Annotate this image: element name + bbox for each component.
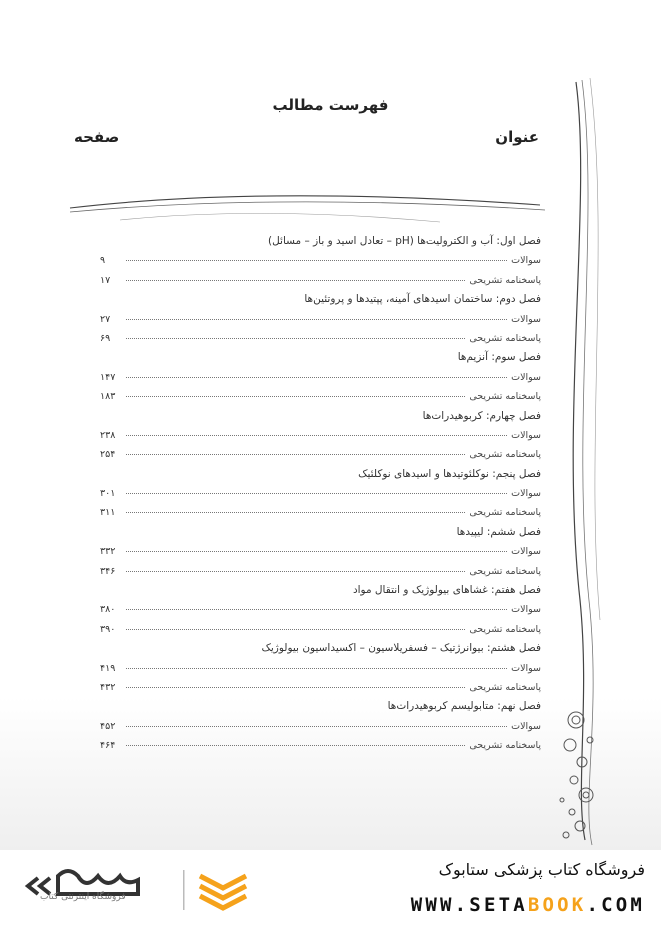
store-logo — [18, 858, 258, 918]
toc-entry-label: سوالات — [511, 662, 541, 674]
toc-page-number: ۴۳۲ — [100, 681, 116, 693]
toc-entry-label: سوالات — [511, 546, 541, 558]
url-accent: BOOK — [527, 894, 587, 916]
toc-entry-questions — [100, 426, 541, 445]
store-url — [411, 894, 645, 916]
toc-page-number: ۳۴۶ — [100, 565, 116, 577]
toc-entry-label: سوالات — [511, 371, 541, 383]
toc-entry-label: پاسخنامه تشریحی — [469, 507, 541, 519]
toc-chapter-title: فصل چهارم: کربوهیدرات‌ها — [422, 409, 541, 422]
dot-leader — [126, 512, 465, 513]
store-footer — [0, 850, 661, 925]
toc-page-number: ۱۸۳ — [100, 391, 116, 403]
toc-page-number: ۲۷ — [100, 313, 111, 325]
toc-chapter-title: فصل نهم: متابولیسم کربوهیدرات‌ها — [387, 700, 541, 713]
dot-leader — [126, 493, 507, 494]
dot-leader — [126, 571, 465, 572]
toc-entry-questions — [100, 368, 541, 387]
dot-leader — [126, 687, 465, 688]
dot-leader — [126, 551, 507, 552]
dot-leader — [126, 377, 507, 378]
toc-entry-answers — [100, 329, 541, 348]
toc-entry-label: پاسخنامه تشریحی — [469, 332, 541, 344]
toc-page-number: ۳۸۰ — [100, 604, 116, 616]
toc-page-number: ۳۰۱ — [100, 488, 116, 500]
dot-leader — [126, 280, 465, 281]
toc-chapter-title: فصل دوم: ساختمان اسیدهای آمینه، پپتیدها و پروتئین‌ها — [304, 293, 541, 306]
toc-page-number: ۴۵۲ — [100, 720, 116, 732]
toc-page-number: ۱۴۷ — [100, 371, 116, 383]
toc-chapter-title: فصل هشتم: بیوانرژتیک – فسفریلاسیون – اکسیداسیون بیولوژیک — [261, 642, 541, 655]
toc-entry-answers — [100, 503, 541, 522]
toc-entry-questions — [100, 659, 541, 678]
toc-entry-label: پاسخنامه تشریحی — [469, 391, 541, 403]
toc-entry-answers — [100, 620, 541, 639]
toc-entry-questions — [100, 717, 541, 736]
toc-page-number: ۳۹۰ — [100, 623, 116, 635]
toc-page-number: ۱۷ — [100, 274, 111, 286]
url-part2: .COM — [586, 894, 645, 916]
toc-chapter-title: فصل پنجم: نوکلئوتیدها و اسیدهای نوکلئیک — [358, 467, 541, 480]
dot-leader — [126, 629, 465, 630]
toc-entry-answers — [100, 271, 541, 290]
dot-leader — [126, 609, 507, 610]
column-header-title: عنوان — [495, 128, 539, 146]
toc-entry-answers — [100, 387, 541, 406]
toc-entry-label: پاسخنامه تشریحی — [469, 449, 541, 461]
toc-entry-label: سوالات — [511, 488, 541, 500]
table-of-contents — [100, 232, 541, 756]
dot-leader — [126, 726, 507, 727]
toc-entry-label: سوالات — [511, 313, 541, 325]
dot-leader — [126, 435, 507, 436]
dot-leader — [126, 454, 465, 455]
toc-entry-label: سوالات — [511, 429, 541, 441]
toc-entry-questions — [100, 484, 541, 503]
toc-entry-label: پاسخنامه تشریحی — [469, 740, 541, 752]
toc-entry-label: سوالات — [511, 604, 541, 616]
toc-entry-questions — [100, 542, 541, 561]
toc-entry-answers — [100, 445, 541, 464]
dot-leader — [126, 319, 507, 320]
toc-entry-label: سوالات — [511, 255, 541, 267]
toc-page-number: ۴۱۹ — [100, 662, 116, 674]
toc-entry-answers — [100, 562, 541, 581]
toc-page-number: ۳۱۱ — [100, 507, 116, 519]
toc-entry-label: پاسخنامه تشریحی — [469, 565, 541, 577]
column-header-page: صفحه — [74, 128, 120, 146]
page-title: فهرست مطالب — [272, 96, 389, 114]
toc-entry-answers — [100, 736, 541, 755]
toc-entry-questions — [100, 600, 541, 619]
store-name: فروشگاه کتاب پزشکی ستابوک — [438, 860, 645, 879]
toc-chapter-title: فصل سوم: آنزیم‌ها — [457, 351, 541, 364]
toc-entry-label: پاسخنامه تشریحی — [469, 274, 541, 286]
toc-entry-questions — [100, 251, 541, 270]
toc-entry-label: پاسخنامه تشریحی — [469, 623, 541, 635]
toc-entry-label: سوالات — [511, 720, 541, 732]
toc-chapter-title: فصل اول: آب و الکترولیت‌ها (pH – تعادل اسید و باز – مسائل) — [268, 235, 541, 247]
toc-page-number: ۲۳۸ — [100, 429, 116, 441]
toc-page-number: ۹ — [100, 255, 106, 267]
toc-page-number: ۴۶۴ — [100, 740, 116, 752]
dot-leader — [126, 668, 507, 669]
dot-leader — [126, 338, 465, 339]
toc-entry-label: پاسخنامه تشریحی — [469, 681, 541, 693]
toc-page-number: ۶۹ — [100, 332, 111, 344]
toc-entry-answers — [100, 678, 541, 697]
dot-leader — [126, 745, 465, 746]
toc-chapter-title: فصل ششم: لیپیدها — [456, 525, 541, 538]
dot-leader — [126, 260, 507, 261]
toc-page-number: ۲۵۴ — [100, 449, 116, 461]
logo-caption: فروشگاه اینترنتی کتاب — [40, 892, 126, 902]
toc-page-number: ۳۳۲ — [100, 546, 116, 558]
toc-chapter-title: فصل هفتم: غشاهای بیولوژیک و انتقال مواد — [352, 584, 541, 597]
url-part1: WWW.SETA — [410, 894, 528, 916]
dot-leader — [126, 396, 465, 397]
toc-entry-questions — [100, 310, 541, 329]
